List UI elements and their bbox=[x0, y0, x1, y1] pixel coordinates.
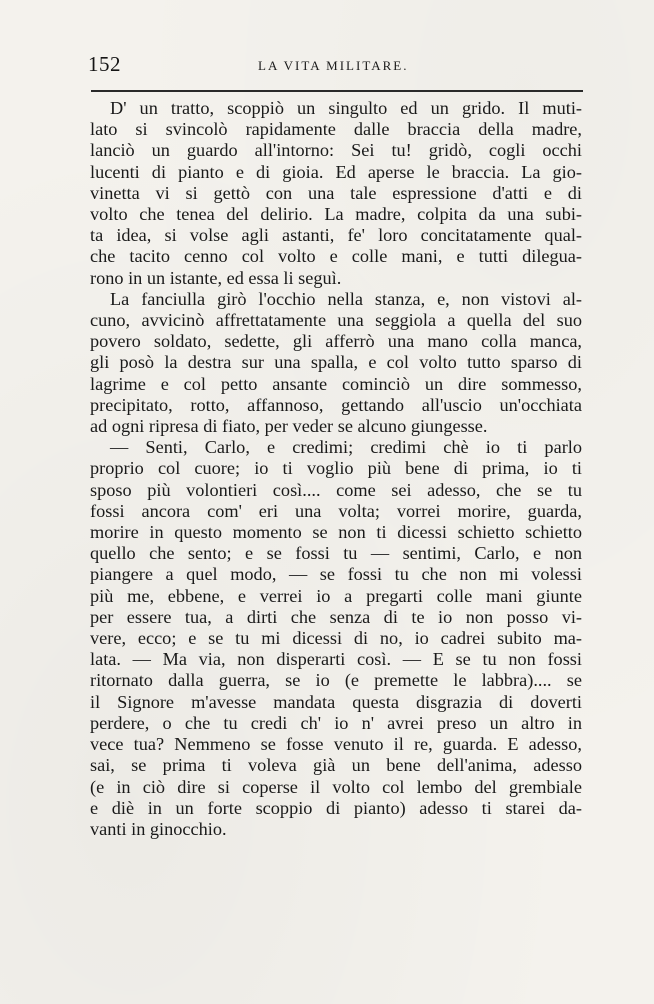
text-line: morire in questo momento se non ti dicessi schietto schietto bbox=[90, 522, 582, 543]
text-line: cuno, avvicinò affrettatamente una seggiola a quella del suo bbox=[90, 310, 582, 331]
text-line: fossi ancora com' eri una volta; vorrei morire, guarda, bbox=[90, 500, 582, 521]
text-line: più me, ebbene, e verrei io a pregarti colle mani giunte bbox=[90, 585, 582, 606]
text-line: vinetta vi si gettò con una tale espressione d'atti e di bbox=[90, 182, 582, 203]
text-line: vanti in ginocchio. bbox=[90, 818, 227, 839]
text-line: La fanciulla girò l'occhio nella stanza, e, non vistovi al- bbox=[110, 288, 582, 309]
text-line: il Signore m'avesse mandata questa disgrazia di doverti bbox=[90, 691, 582, 712]
text-line: sposo più volontieri così.... come sei adesso, che se tu bbox=[90, 479, 582, 500]
page-header bbox=[88, 52, 582, 76]
body-text bbox=[90, 98, 582, 840]
text-line: D' un tratto, scoppiò un singulto ed un grido. Il muti- bbox=[110, 98, 582, 118]
text-line: rono in un istante, ed essa li seguì. bbox=[90, 267, 342, 288]
text-line: gli posò la destra sur una spalla, e col volto tutto sparso di bbox=[90, 352, 582, 373]
paragraph bbox=[90, 437, 582, 840]
text-line: sai, se prima ti voleva già un bene dell'anima, adesso bbox=[90, 755, 582, 776]
text-line: lanciò un guardo all'intorno: Sei tu! gridò, cogli occhi bbox=[90, 140, 582, 161]
text-line: quello che sento; e se fossi tu — sentimi, Carlo, e non bbox=[90, 543, 582, 564]
text-line: e diè in un forte scoppio di pianto) adesso ti starei da- bbox=[90, 797, 582, 818]
text-line: ad ogni ripresa di fiato, per veder se alcuno giungesse. bbox=[90, 416, 488, 437]
text-line: ritornato dalla guerra, se io (e premette le labbra).... se bbox=[90, 670, 582, 691]
text-line: proprio col cuore; io ti voglio più bene di prima, io ti bbox=[90, 458, 582, 479]
text-line: lato si svincolò rapidamente dalle braccia della madre, bbox=[90, 119, 582, 140]
text-line: che tacito cenno col volto e colle mani, e tutti dilegua- bbox=[90, 246, 582, 267]
text-line: perdere, o che tu credi ch' io n' avrei preso un altro in bbox=[90, 712, 582, 733]
paragraph bbox=[90, 98, 582, 289]
text-line: lata. — Ma via, non disperarti così. — E se tu non fossi bbox=[90, 649, 582, 670]
page-number: 152 bbox=[88, 52, 121, 76]
text-line: povero soldato, sedette, gli afferrò una mano colla manca, bbox=[90, 331, 582, 352]
text-line: piangere a quel modo, — se fossi tu che non mi volessi bbox=[90, 564, 582, 585]
text-line: ta idea, si volse agli astanti, fe' loro concitatamente qual- bbox=[90, 225, 582, 246]
text-line: vece tua? Nemmeno se fosse venuto il re, guarda. E adesso, bbox=[90, 734, 582, 755]
text-line: vere, ecco; e se tu mi dicessi di no, io cadrei subito ma- bbox=[90, 628, 582, 649]
paragraph bbox=[90, 289, 582, 437]
text-line: precipitato, rotto, affannoso, gettando all'uscio un'occhiata bbox=[90, 394, 582, 415]
text-line: lagrime e col petto ansante cominciò un dire sommesso, bbox=[90, 373, 582, 394]
header-rule bbox=[91, 90, 583, 92]
text-line: per essere tua, a dirti che senza di te io non posso vi- bbox=[90, 606, 582, 627]
text-line: (e in ciò dire si coperse il volto col lembo del grembiale bbox=[90, 776, 582, 797]
running-head: LA VITA MILITARE. bbox=[258, 58, 409, 73]
text-line: — Senti, Carlo, e credimi; credimi chè io ti parlo bbox=[110, 437, 582, 458]
text-line: lucenti di pianto e di gioia. Ed aperse le braccia. La gio- bbox=[90, 161, 582, 182]
text-line: volto che tenea del delirio. La madre, colpita da una subi- bbox=[90, 204, 582, 225]
